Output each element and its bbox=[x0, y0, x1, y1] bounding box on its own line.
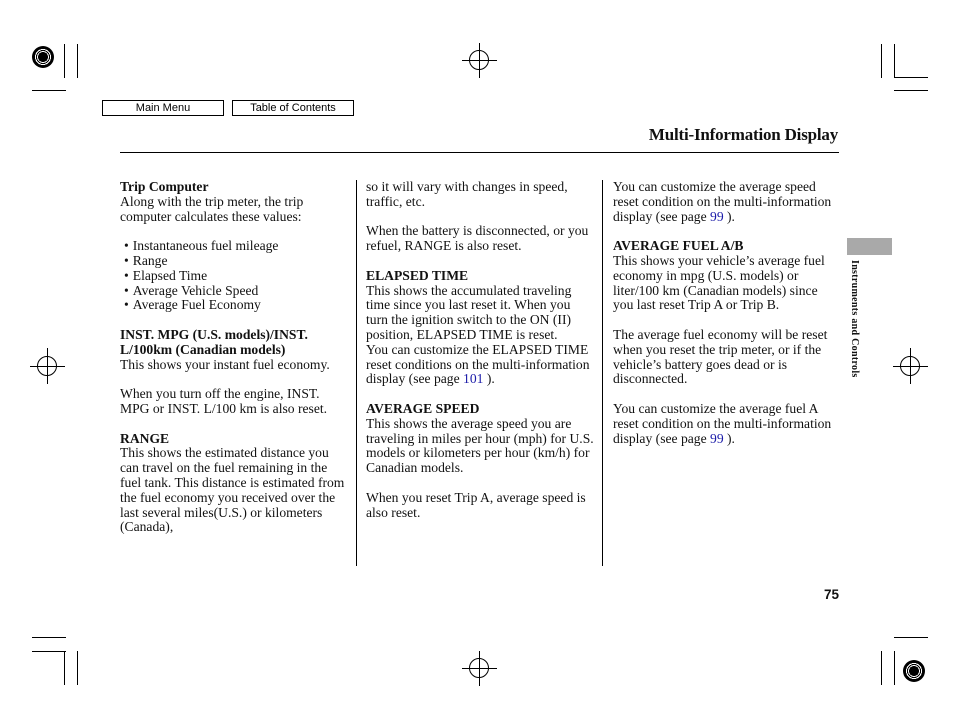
crop-line bbox=[77, 651, 78, 685]
column-divider bbox=[356, 180, 357, 566]
crop-line bbox=[894, 77, 928, 78]
crop-line bbox=[894, 90, 928, 91]
crop-line bbox=[32, 651, 66, 652]
trip-values-list bbox=[120, 239, 346, 313]
elapsed-custom-text: You can customize the ELAPSED TIME reset conditions on the multi-information display (see page 101 ). bbox=[366, 341, 590, 387]
average-speed-text: This shows the average speed you are traveling in miles per hour (mph) for U.S. models or kilometers per hour (km/h) for Canadian models. bbox=[366, 415, 594, 476]
crop-line bbox=[894, 651, 895, 685]
crop-line bbox=[462, 60, 497, 61]
page-number: 75 bbox=[823, 587, 839, 602]
column-3 bbox=[613, 180, 839, 461]
trip-computer-heading: Trip Computer bbox=[120, 179, 209, 194]
registration-mark-bottom-right bbox=[903, 660, 925, 682]
crop-line bbox=[32, 637, 66, 638]
speed-custom-text: You can customize the average speed reset condition on the multi-information display (see page 99 ). bbox=[613, 179, 832, 224]
list-item: • Average Vehicle Speed bbox=[124, 284, 346, 299]
range-text: This shows the estimated distance you can travel on the fuel remaining in the fuel tank. This distance is estimated from the fuel economy you received over the last several miles(U.S.) or kilometers (Canada), bbox=[120, 445, 345, 535]
list-item: • Elapsed Time bbox=[124, 269, 346, 284]
crop-line bbox=[32, 90, 66, 91]
elapsed-time-text: This shows the accumulated traveling time since you last reset it. When you turn the ignition switch to the ON (II) position, ELAPSED TIME is reset. bbox=[366, 282, 572, 342]
main-menu-button[interactable]: Main Menu bbox=[102, 100, 224, 116]
elapsed-time-heading: ELAPSED TIME bbox=[366, 267, 469, 283]
column-1 bbox=[120, 180, 346, 550]
table-of-contents-button[interactable]: Table of Contents bbox=[232, 100, 354, 116]
crop-line bbox=[894, 44, 895, 78]
average-fuel-text: This shows your vehicle’s average fuel economy in mpg (U.S. models) or liter/100 km (Canadian models) since you last reset Trip A or Trip B. bbox=[613, 252, 825, 313]
registration-mark-top-left bbox=[32, 46, 54, 68]
page-reference-link[interactable]: 101 bbox=[463, 371, 484, 387]
crop-line bbox=[64, 651, 65, 685]
range-continued-text: so it will vary with changes in speed, traffic, etc. bbox=[366, 179, 568, 209]
crop-line bbox=[462, 668, 497, 669]
column-divider bbox=[602, 180, 603, 566]
page-title: Multi-Information Display bbox=[648, 125, 838, 144]
trip-computer-text: Along with the trip meter, the trip computer calculates these values: bbox=[120, 193, 304, 224]
fuel-custom-text: You can customize the average fuel A reset condition on the multi-information display (see page 99 ). bbox=[613, 400, 832, 446]
crop-line bbox=[77, 44, 78, 78]
average-speed-heading: AVERAGE SPEED bbox=[366, 400, 480, 416]
inst-mpg-text: This shows your instant fuel economy. bbox=[120, 356, 330, 372]
battery-reset-text: When the battery is disconnected, or you refuel, RANGE is also reset. bbox=[366, 223, 589, 254]
inst-mpg-heading: INST. MPG (U.S. models)/INST. L/100km (Canadian models) bbox=[120, 326, 308, 357]
inst-mpg-reset-text: When you turn off the engine, INST. MPG or INST. L/100 km is also reset. bbox=[120, 386, 328, 416]
crop-line bbox=[64, 44, 65, 78]
crop-line bbox=[881, 44, 882, 78]
section-tab-label: Instruments and Controls bbox=[849, 260, 860, 378]
list-item: • Range bbox=[124, 254, 346, 269]
crop-line bbox=[881, 651, 882, 685]
average-fuel-heading: AVERAGE FUEL A/B bbox=[613, 238, 744, 254]
page-reference-link[interactable]: 99 bbox=[710, 430, 724, 446]
crop-line bbox=[894, 637, 928, 638]
list-item: • Average Fuel Economy bbox=[124, 298, 346, 313]
column-2 bbox=[366, 180, 594, 535]
crop-line bbox=[30, 366, 65, 367]
section-tab bbox=[847, 238, 892, 255]
range-heading: RANGE bbox=[120, 430, 170, 446]
title-rule bbox=[120, 152, 839, 153]
crop-line bbox=[893, 366, 928, 367]
average-speed-reset-text: When you reset Trip A, average speed is also reset. bbox=[366, 489, 586, 520]
page-reference-link[interactable]: 99 bbox=[710, 208, 724, 224]
list-item: • Instantaneous fuel mileage bbox=[124, 239, 346, 254]
average-fuel-reset-text: The average fuel economy will be reset when you reset the trip meter, or if the vehicle’s battery goes dead or is disconnected. bbox=[613, 326, 828, 387]
